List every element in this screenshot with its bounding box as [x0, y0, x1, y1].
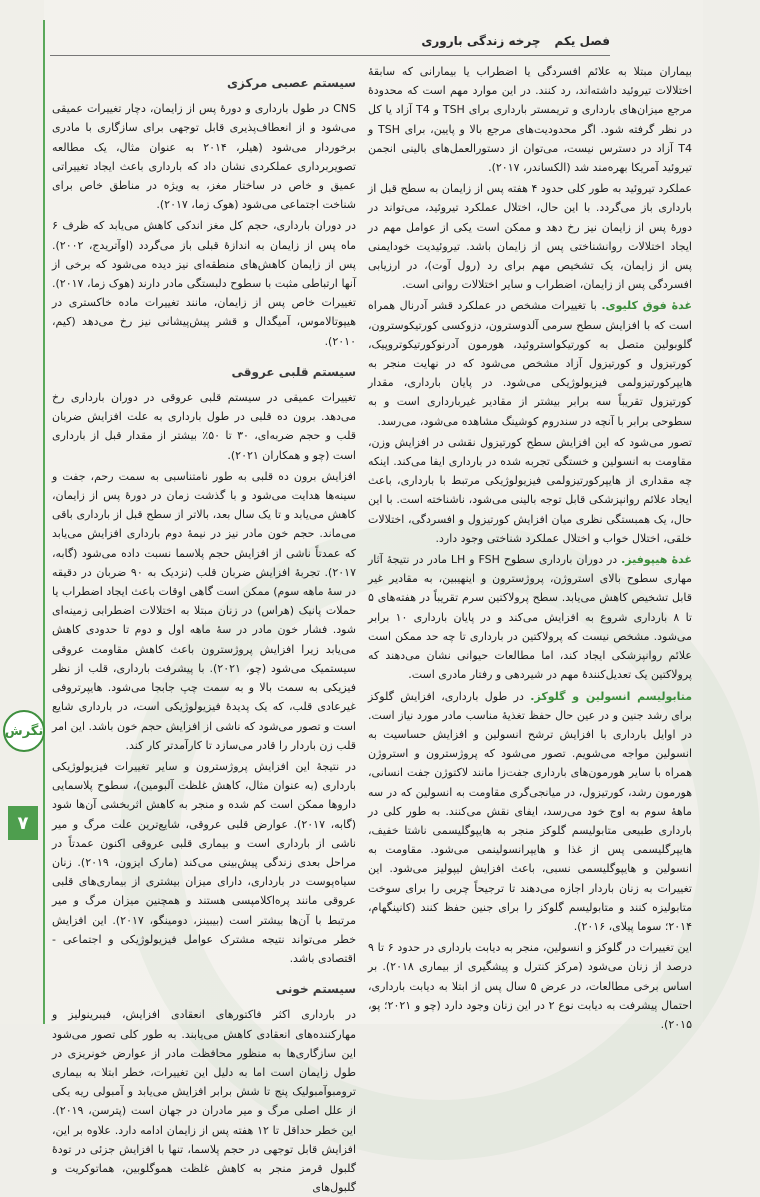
paragraph-text: این تغییرات در گلوکز و انسولین، منجر به دیابت بارداری در حدود ۶ تا ۹ درصد از زنان می‌شود (مرکز کنترل و پیشگیری از بیماری ۲۰۱۸). بر اساس برخی مطالعات، در عرض ۵ سال پس از ابتلا به دیابت بارداری، احتمال پیشرفت به دیابت نوع ۲ در این زنان وجود دارد (چو و ۲۰۲۱؛ پو، ۲۰۱۵).	[368, 941, 693, 1031]
paragraph	[368, 179, 692, 294]
paragraph	[52, 99, 356, 214]
paragraph-text: در نتیجهٔ این افزایش پروژسترون و سایر تغییرات فیزیولوژیکی بارداری (به عنوان مثال، کاهش غلظت آلبومین)، سطوح پلاسمایی داروها ممکن است کم شده و منجر به کاهش اثربخشی آن‌ها شود (گابه، ۲۰۱۷). عوارض قلبی عروقی، شایع‌ترین علت مرگ و میر ناشی از بارداری است و بیماری قلبی عروقی اکنون عمدتاً در مراحل بعدی زندگی پیش‌بینی می‌کند (مارک ایزون، ۲۰۱۹). زنان سیاه‌پوست در بارداری، دارای میزان بیشتری از بیماری‌های قلبی عروقی مانند پره‌اکلامپسی هستند و همچنین میزان مرگ و میر مرتبط با آن‌ها بیشتر است (بیبینز، دومینگو، ۲۰۱۷). این افزایش خطر می‌تواند نتیجه مشترک عوامل فیزیولوژیکی و اجتماعی - اقتصادی باشد.	[52, 759, 356, 965]
paragraph-text: تصور می‌شود که این افزایش سطح کورتیزول نقشی در افزایش وزن، مقاومت به انسولین و خستگی تجربه شده در بارداری ایفا می‌کند. اینکه چه مقداری از هایپرکورتیزولمی فیزیولوژیکی مرتبط با بارداری، باعث ایجاد علائم روانپزشکی قابل توجه بالینی می‌شود، ناشناخته است. با این حال، یک همبستگی نظری میان افزایش کورتیزول و افسردگی، اختلالات خلقی، اختلال خواب و اختلال عملکرد شناختی وجود دارد.	[368, 435, 692, 545]
paragraph	[52, 467, 356, 755]
paragraph-text: تغییرات عمیقی در سیستم قلبی عروقی در دوران بارداری رخ می‌دهد. برون ده قلبی در طول بارداری به علت افزایش ضربان قلب و حجم ضربه‌ای، ۳۰ تا ۵۰٪ بیشتر از مقدار قبل از بارداری است (چو و همکاران ۲۰۲۱).	[52, 391, 356, 462]
paragraph-text: در دوران بارداری سطوح FSH و LH مادر در نتیجهٔ آثار مهاری سطوح بالای استروژن، پروژسترون و اینهیبین، به مقادیر غیر قابل تشخیص کاهش می‌یابد. سطح پرولاکتین سرم تقریباً در هفته‌های ۵ تا ۸ بارداری شروع به افزایش می‌کند و در پایان بارداری ۱۰ برابر می‌شود. مشخص نیست که پرولاکتین در بارداری تا چه حد ممکن است علائم روانپزشکی ایجاد کند، اما مطالعات حیوانی نشان می‌دهند که پرولاکتین یک تعدیل‌کنندهٔ مهم در شیردهی و رفتار مادری است.	[368, 553, 692, 682]
paragraph	[368, 687, 692, 937]
subsection-label: غدهٔ فوق کلیوی.	[601, 299, 692, 313]
publisher-logo-icon	[3, 710, 45, 752]
chapter-label: فصل یکم	[554, 34, 610, 48]
paragraph-text: در بارداری اکثر فاکتورهای انعقادی افزایش، فیبرینولیز و مهارکننده‌های انعقادی کاهش می‌یابند. به طور کلی تصور می‌شود این سازگاری‌ها به منظور محافظت مادر از عوارض خونریزی در طول زایمان است اما به دلیل این تغییرات، خطر ابتلا به بیماری ترومبوآمبولیک پنج تا شش برابر افزایش می‌یابد و آمبولی ریه یکی از علل اصلی مرگ و میر مادران در جهان است (پترسن، ۲۰۱۹). این خطر حداقل تا ۱۲ هفته پس از زایمان ادامه دارد. علاوه بر این، افزایش قابل توجهی در حجم پلاسما، تنها با افزایش جزئی در تودهٔ گلبول قرمز منجر به کاهش غلظت هموگلوبین، هماتوکریت و گلبول‌های	[52, 1008, 356, 1195]
paragraph	[368, 938, 692, 1034]
paragraph	[52, 1005, 356, 1197]
paragraph	[52, 388, 356, 465]
running-header	[50, 28, 610, 54]
book-title: چرخه زندگی باروری	[421, 34, 541, 48]
logo-text: نگرش	[4, 723, 44, 739]
section-heading: سیستم قلبی عروقی	[231, 364, 356, 379]
paragraph-text: CNS در طول بارداری و دورهٔ پس از زایمان، دچار تغییرات عمیقی می‌شود و از انعطاف‌پذیری قابل توجهی برای سازگاری با مادری برخوردار می‌شود (هیلر، ۲۰۱۴ به عنوان مثال، یک مطالعه تصویربرداری عملکردی نشان داد که بارداری باعث ایجاد تغییراتی عمیق و خاص در ساختار مغز، به ویژه در مناطق خاص برای شناخت اجتماعی می‌شود (هوک زما، ۲۰۱۷).	[52, 102, 356, 212]
paragraph	[52, 757, 356, 968]
right-column	[368, 62, 693, 1031]
header-rule	[50, 55, 610, 56]
subsection-label: متابولیسم انسولین و گلوکز.	[530, 689, 693, 703]
section-heading: سیستم عصبی مرکزی	[227, 76, 356, 90]
paragraph	[368, 550, 692, 684]
paragraph-text: با تغییرات مشخص در عملکرد قشر آدرنال همراه است که با افزایش سطح سرمی آلدوسترون، دزوکسی کورتیکوسترون، گلوبولین متصل به کورتیکواستروئید، هورمون آدرنوکورتیکوتروپیک، کورتیزول و کورتیزول آزاد مشخص می‌شود که در نهایت منجر به هایپرکورتیزولمی فیزیولوژیکی می‌شود. در پایان بارداری، مقدار کورتیزول تقریباً سه برابر بیشتر از مقادیر غیربارداری است و به سطوحی برابر با آنچه در سندروم کوشینگ مشاهده می‌شود، می‌رسد.	[368, 299, 692, 428]
paragraph-text: عملکرد تیروئید به طور کلی حدود ۴ هفته پس از زایمان به سطح قبل از بارداری باز می‌گردد. با این حال، اختلال عملکرد تیروئید، می‌تواند در دورهٔ پس از زایمان نیز رخ دهد و ممکن است یکی از عوامل مهم در ایجاد اختلالات روانشناختی پس از زایمان باشد. تیروئیدیت خودایمنی پس از زایمان، یک تشخیص مهم برای رد (رول آوت)، در ارزیابی افسردگی پس از زایمان، اضطراب و سایر اختلالات روانی است.	[368, 182, 692, 292]
paragraph-text: در دوران بارداری، حجم کل مغز اندکی کاهش می‌یابد که ظرف ۶ ماه پس از زایمان به اندازهٔ قبلی باز می‌گردد (اوآتریدج، ۲۰۰۲). پس از زایمان کاهش‌های منطقه‌ای نیز دیده می‌شود که برخی از آنها ارتباطی مثبت با سطوح دلبستگی مادر دارند (هوک زما، ۲۰۱۷). تغییرات خاص پس از زایمان، مانند تغییرات ماده خاکستری در هیپوتالاموس، آمیگدال و قشر پیش‌پیشانی نیز رخ می‌دهد (کیم، ۲۰۱۰).	[52, 219, 356, 348]
paragraph	[52, 216, 356, 350]
paragraph	[368, 62, 692, 177]
paragraph	[368, 433, 692, 548]
page-margin-strip	[0, 0, 44, 1024]
left-column	[52, 62, 356, 1195]
paragraph-text: افزایش برون ده قلبی به طور نامتناسبی به سمت رحم، جفت و سینه‌ها هدایت می‌شود و با گذشت زمان در دورهٔ پس از زایمان، کاهش می‌یابد و تا یک سال بعد، بالاتر از سطح قبل از بارداری باقی می‌ماند. حجم خون مادر نیز در نیمهٔ دوم بارداری افزایش می‌یابد که عمدتاً ناشی از افزایش حجم پلاسما نسبت داده می‌شود (گابه، ۲۰۱۷). تجربهٔ افزایش ضربان قلب (نزدیک به ۹۰ ضربان در دقیقه در سهٔ ماهه سوم) ممکن است گاهی اوقات باعث ایجاد اضطراب یا حملات پانیک (هراس) در زنان مبتلا به اختلالات اضطرابی زمینه‌ای شود. فشار خون مادر در سهٔ ماهه اول و دوم تا حدودی کاهش می‌یابد زیرا افزایش پروژسترون باعث کاهش مقاومت عروقی سیستمیک می‌شود (چو، ۲۰۲۱). با پیشرفت بارداری، قلب از نظر فیزیکی به سمت بالا و به سمت چپ جابجا می‌شود. هایپرتروفی غیرعادی قلب، که یک پدیدهٔ فیزیولوژیکی است، در بارداری شایع است و تصور می‌شود که ناشی از افزایش حجم خون باشد. این امر قلب زن باردار را قادر می‌سازد تا کارآمدتر کار کند.	[52, 469, 356, 752]
paragraph-text: در طول بارداری، افزایش گلوکز برای رشد جنین و در عین حال حفظ تغذیهٔ مناسب مادر مورد نیاز است. در اوایل بارداری با افزایش ترشح انسولین و افزایش حساسیت به انسولین مواجه می‌شویم. تصور می‌شود که پروژسترون و استروژن همراه با سایر هورمون‌های بارداری جفت‌زا مانند لاکتوژن جفت انسانی، هورمون رشد، کورتیزول، در میانجی‌گری مقاومت به انسولین که در سه ماههٔ سوم به اوج خود می‌رسد، ایفای نقش می‌کنند. به طور کلی در بارداری طبیعی متابولیسم گلوکز منجر به هایپوگلیسمی ناشتا خفیف، هایپرگلیسمی پس از غذا و هایپرانسولینمی می‌شود. مقاومت به انسولین و هایپوگلیسمی نسبی، باعث افزایش لیپولیز می‌شود. این تغییرات به زنان باردار اجازه می‌دهند تا ترجیحاً چربی را برای سوخت متابولیزه کنند و متابولیسم گلوکز را برای جنین حفظ کنند (کانینگهام، ۲۰۱۴؛ سوما پیلای، ۲۰۱۶).	[368, 689, 692, 933]
margin-rule	[43, 20, 45, 1024]
subsection-label: غدهٔ هیپوفیز.	[621, 553, 692, 567]
page-number: ۷	[8, 806, 38, 840]
section-heading: سیستم خونی	[275, 982, 356, 997]
paragraph-text: بیماران مبتلا به علائم افسردگی یا اضطراب یا بیمارانی که سابقهٔ اختلالات تیروئید داشته‌اند، رد کنند. در این موارد مهم است که محدودهٔ مرجع میزان‌های بارداری و تریمستر بارداری برای TSH و T4 آزاد یا کل در نظر گرفته شود. اگر محدودیت‌های مرجع بالا و پایین، برای TSH و T4 آزاد در دسترس نیست، می‌توان از دستورالعمل‌های بالینی انجمن تیروئید آمریکا بهره‌مند شد (الکساندر، ۲۰۱۷).	[368, 65, 693, 175]
paragraph	[368, 296, 692, 430]
